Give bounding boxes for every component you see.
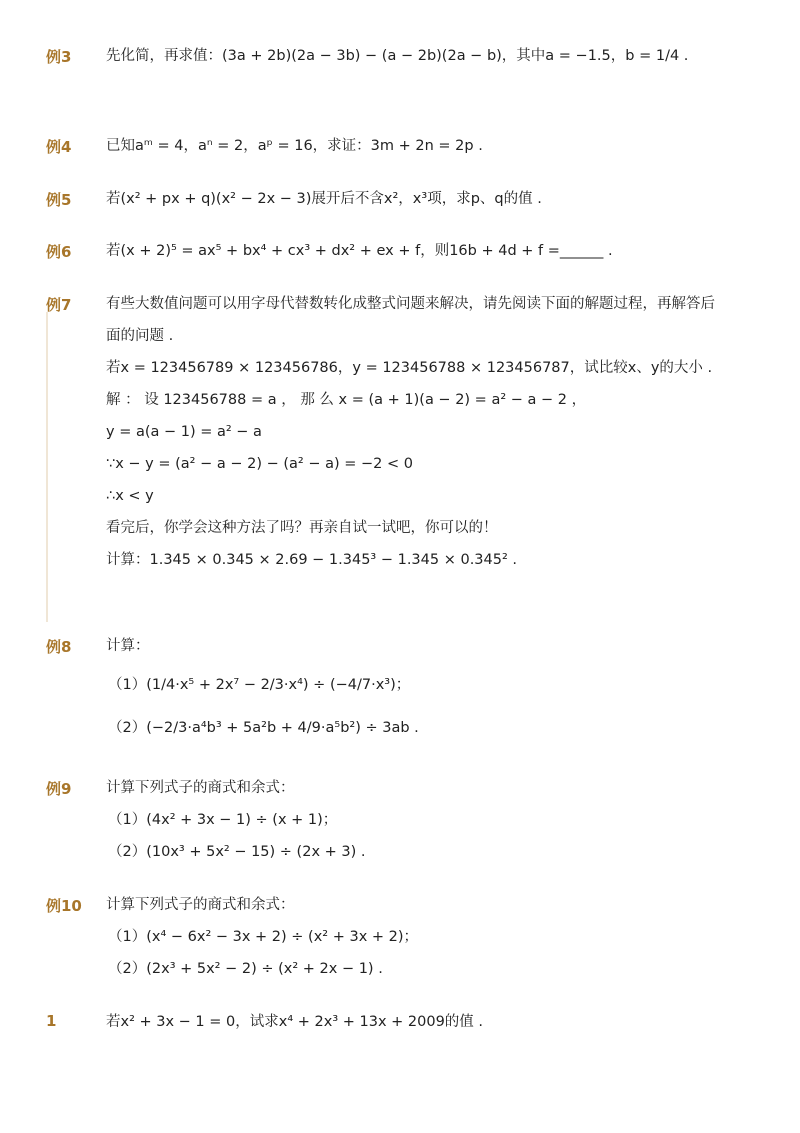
example-5-text: 若(x² + px + q)(x² − 2x − 3)展开后不含x²，x³项，求p、q的值 .	[106, 191, 542, 207]
question-1-text: 若x² + 3x − 1 = 0，试求x⁴ + 2x³ + 13x + 2009的值 .	[106, 1014, 484, 1030]
example-9-item: （2）(10x³ + 5x² − 15) ÷ (2x + 3) .	[108, 844, 366, 860]
example-7-line: 计算：1.345 × 0.345 × 2.69 − 1.345³ − 1.345 × 0.345² .	[106, 552, 518, 568]
example-7-line: 有些大数值问题可以用字母代替数转化成整式问题来解决，请先阅读下面的解题过程，再解答后	[106, 296, 715, 312]
example-4-label: 例4	[46, 138, 72, 156]
example-10-item: （1）(x⁴ − 6x² − 3x + 2) ÷ (x² + 3x + 2)；	[108, 929, 419, 945]
example-9-item: （1）(4x² + 3x − 1) ÷ (x + 1)；	[108, 812, 338, 828]
example-8-item: （1）(1/4·x⁵ + 2x⁷ − 2/3·x⁴) ÷ (−4/7·x³)；	[108, 677, 411, 693]
example-10-item: （2）(2x³ + 5x² − 2) ÷ (x² + 2x − 1) .	[108, 961, 383, 977]
example-5-label: 例5	[46, 191, 72, 209]
example-7-line: y = a(a − 1) = a² − a	[106, 424, 262, 440]
example-7-line: 解 ： 设 123456788 = a ， 那 么 x = (a + 1)(a − 2) = a² − a − 2 ，	[106, 392, 587, 408]
example-6-text: 若(x + 2)⁵ = ax⁵ + bx⁴ + cx³ + dx² + ex + f，则16b + 4d + f =______ .	[106, 243, 613, 259]
example-6-label: 例6	[46, 243, 72, 261]
example-10-label: 例10	[46, 897, 82, 915]
example-7-margin-bar	[46, 312, 48, 622]
example-8-item: （2）(−2/3·a⁴b³ + 5a²b + 4/9·a⁵b²) ÷ 3ab .	[108, 720, 419, 736]
example-7-line: 面的问题 .	[106, 328, 174, 344]
example-3-text: 先化简，再求值：(3a + 2b)(2a − 3b) − (a − 2b)(2a − b)，其中a = −1.5，b = 1/4 .	[106, 48, 689, 64]
example-7-line: 看完后，你学会这种方法了吗？再亲自试一试吧，你可以的！	[106, 520, 498, 536]
example-9-intro: 计算下列式子的商式和余式：	[106, 780, 295, 796]
example-7-line: ∴x < y	[106, 488, 154, 504]
example-8-intro: 计算：	[106, 638, 150, 654]
question-1-label: 1	[46, 1012, 57, 1030]
example-4-text: 已知aᵐ = 4，aⁿ = 2，aᵖ = 16，求证：3m + 2n = 2p .	[106, 138, 483, 154]
example-3-label: 例3	[46, 48, 72, 66]
example-8-label: 例8	[46, 638, 72, 656]
example-7-label: 例7	[46, 296, 72, 314]
example-7-line: 若x = 123456789 × 123456786，y = 123456788 × 123456787，试比较x、y的大小 .	[106, 360, 713, 376]
example-10-intro: 计算下列式子的商式和余式：	[106, 897, 295, 913]
example-9-label: 例9	[46, 780, 72, 798]
example-7-line: ∵x − y = (a² − a − 2) − (a² − a) = −2 < 0	[106, 456, 413, 472]
